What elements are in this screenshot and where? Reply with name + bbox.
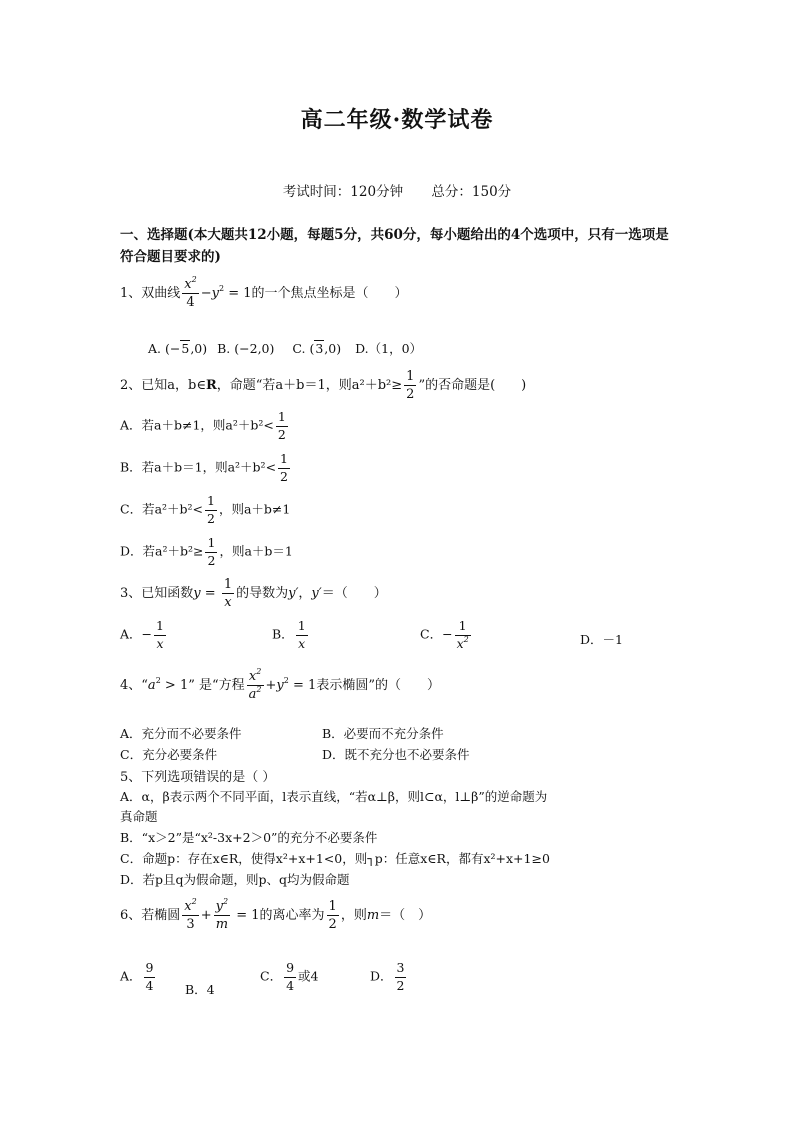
page-title: 高二年级·数学试卷 [300, 107, 494, 133]
exam-total-score: 总分：150分 [431, 184, 512, 200]
option-b: B. [217, 341, 231, 356]
question-5-option-d: D．若p且q为假命题，则p、q均为假命题 [120, 872, 350, 887]
fraction: $\frac{1}{2}$ [277, 409, 286, 442]
fraction: $\frac{x^2}{a^2}$ [248, 667, 262, 702]
question-2-pre: 2、已知a，b∈ [120, 378, 206, 393]
question-3-mid: 的导数为 [236, 586, 289, 601]
question-6-mid: 的离心率为 [259, 908, 325, 923]
option-a: A．− $\frac{1}{x}$ [120, 618, 164, 651]
option-c: C. [292, 341, 306, 356]
question-2-option-c: C．若a²＋b²< $\frac{1}{2}$ ，则a＋b≠1 [120, 493, 291, 526]
question-2-post: ”的否命题是( ) [418, 378, 527, 393]
question-1-number: 1、 [120, 286, 142, 301]
option-b: B． $\frac{1}{x}$ [272, 618, 306, 651]
question-6-end: ＝（ ） [379, 908, 432, 923]
option-c: C． $\frac{9}{4}$ 或4 [260, 960, 319, 993]
question-2-mid: ，命题“若a＋b＝1，则a²＋b²≥ [216, 378, 403, 393]
question-5-option-a: A．α，β表示两个不同平面，l表示直线，“若α⊥β，则l⊂α，l⊥β”的逆命题为 [120, 789, 548, 804]
fraction: $\frac{1}{x}$ [297, 618, 306, 651]
question-3: 3、已知函数y = $\frac{1}{x}$ 的导数为y′，y′＝（ ） [120, 577, 387, 610]
option-d: D．－1 [580, 632, 623, 647]
question-5-option-c: C．命题p：存在x∈R，使得x²+x+1<0，则┐p：任意x∈R，都有x²+x+1≥0 [120, 851, 550, 866]
question-2 [120, 370, 526, 401]
fraction: $\frac{9}{4}$ [145, 960, 154, 993]
fraction: $\frac{9}{4}$ [286, 960, 295, 993]
question-1-pre: 双曲线 [141, 286, 181, 301]
question-3-post: ＝（ ） [321, 586, 387, 601]
option-a: A. [148, 341, 162, 356]
question-4-option-a: A．充分而不必要条件 [120, 726, 242, 741]
option-d: D． $\frac{3}{2}$ [370, 960, 405, 993]
question-4-option-c: C．充分必要条件 [120, 747, 218, 762]
real-set-symbol: R [205, 378, 217, 393]
question-6-post: ，则 [340, 908, 367, 923]
fraction: $\frac{1}{2}$ [280, 451, 288, 484]
question-5-option-b: B．“x＞2”是“x²-3x+2＞0”的充分不必要条件 [120, 830, 378, 845]
fraction: $\frac{y^2}{m}$ [215, 897, 229, 932]
option-d: D.（1，0） [355, 341, 423, 356]
question-5-option-a-cont: 真命题 [120, 809, 158, 824]
fraction: $\frac{x^2}{4}$ [184, 275, 197, 310]
fraction: $\frac{1}{x^2}$ [456, 618, 469, 651]
fraction: $\frac{3}{2}$ [396, 960, 405, 993]
question-4-pre: 4、“ [120, 678, 148, 693]
fraction: $\frac{1}{2}$ [406, 369, 415, 402]
question-2-option-a: A．若a＋b≠1，则a²＋b²< $\frac{1}{2}$ [120, 409, 286, 442]
option-a: A． $\frac{9}{4}$ [120, 960, 154, 993]
question-4-mid: ” 是“方程 [188, 678, 245, 693]
question-4-option-b: B．必要而不充分条件 [322, 726, 444, 741]
question-1-options: A. (−5,0) B. (−2,0) C. (3,0) D.（1，0） [148, 341, 423, 356]
question-6: 6、若椭圆 $\frac{x^2}{3}$ + $\frac{y^2}{m}$ = 1的离心率为 $\frac{1}{2}$ ，则m＝（ ） [120, 897, 432, 932]
question-1-post: 的一个焦点坐标是（ ） [251, 286, 408, 301]
option-c: C．− $\frac{1}{x^2}$ [420, 618, 469, 651]
question-2-option-d: D．若a²＋b²≥ $\frac{1}{2}$ ，则a＋b＝1 [120, 535, 293, 568]
exam-time: 考试时间：120分钟 [282, 184, 404, 200]
question-4-option-d: D．既不充分也不必要条件 [322, 747, 470, 762]
question-3-pre: 3、已知函数 [120, 586, 194, 601]
fraction: $\frac{1}{x}$ [156, 618, 164, 651]
question-4-post: 表示椭圆”的（ ） [316, 678, 440, 693]
fraction: $\frac{1}{x}$ [223, 577, 233, 610]
exam-info [0, 180, 794, 200]
fraction: $\frac{x^2}{3}$ [184, 897, 197, 932]
section-heading: 一、选择题(本大题共12小题，每题5分，共60分，每小题给出的4个选项中，只有一选项是符合题目要求的) [120, 227, 669, 265]
question-4: 4、“$a^2 > 1$” 是“方程 $\frac{x^2}{a^2}$ $+y^2 = 1$表示椭圆”的（ ） [120, 667, 440, 702]
question-2-option-b: B．若a＋b＝1，则a²＋b²< $\frac{1}{2}$ [120, 451, 288, 484]
question-6-pre: 6、若椭圆 [120, 908, 181, 923]
fraction: $\frac{1}{2}$ [207, 535, 216, 568]
question-1: 1、双曲线 $\frac{x^2}{4}$ $-y^2 = 1$的一个焦点坐标是（ ） [120, 275, 408, 310]
fraction: $\frac{1}{2}$ [328, 899, 337, 932]
question-5-stem: 5、下列选项错误的是（ ） [120, 770, 276, 785]
fraction: $\frac{1}{2}$ [207, 493, 215, 526]
option-b: B．4 [185, 982, 215, 997]
